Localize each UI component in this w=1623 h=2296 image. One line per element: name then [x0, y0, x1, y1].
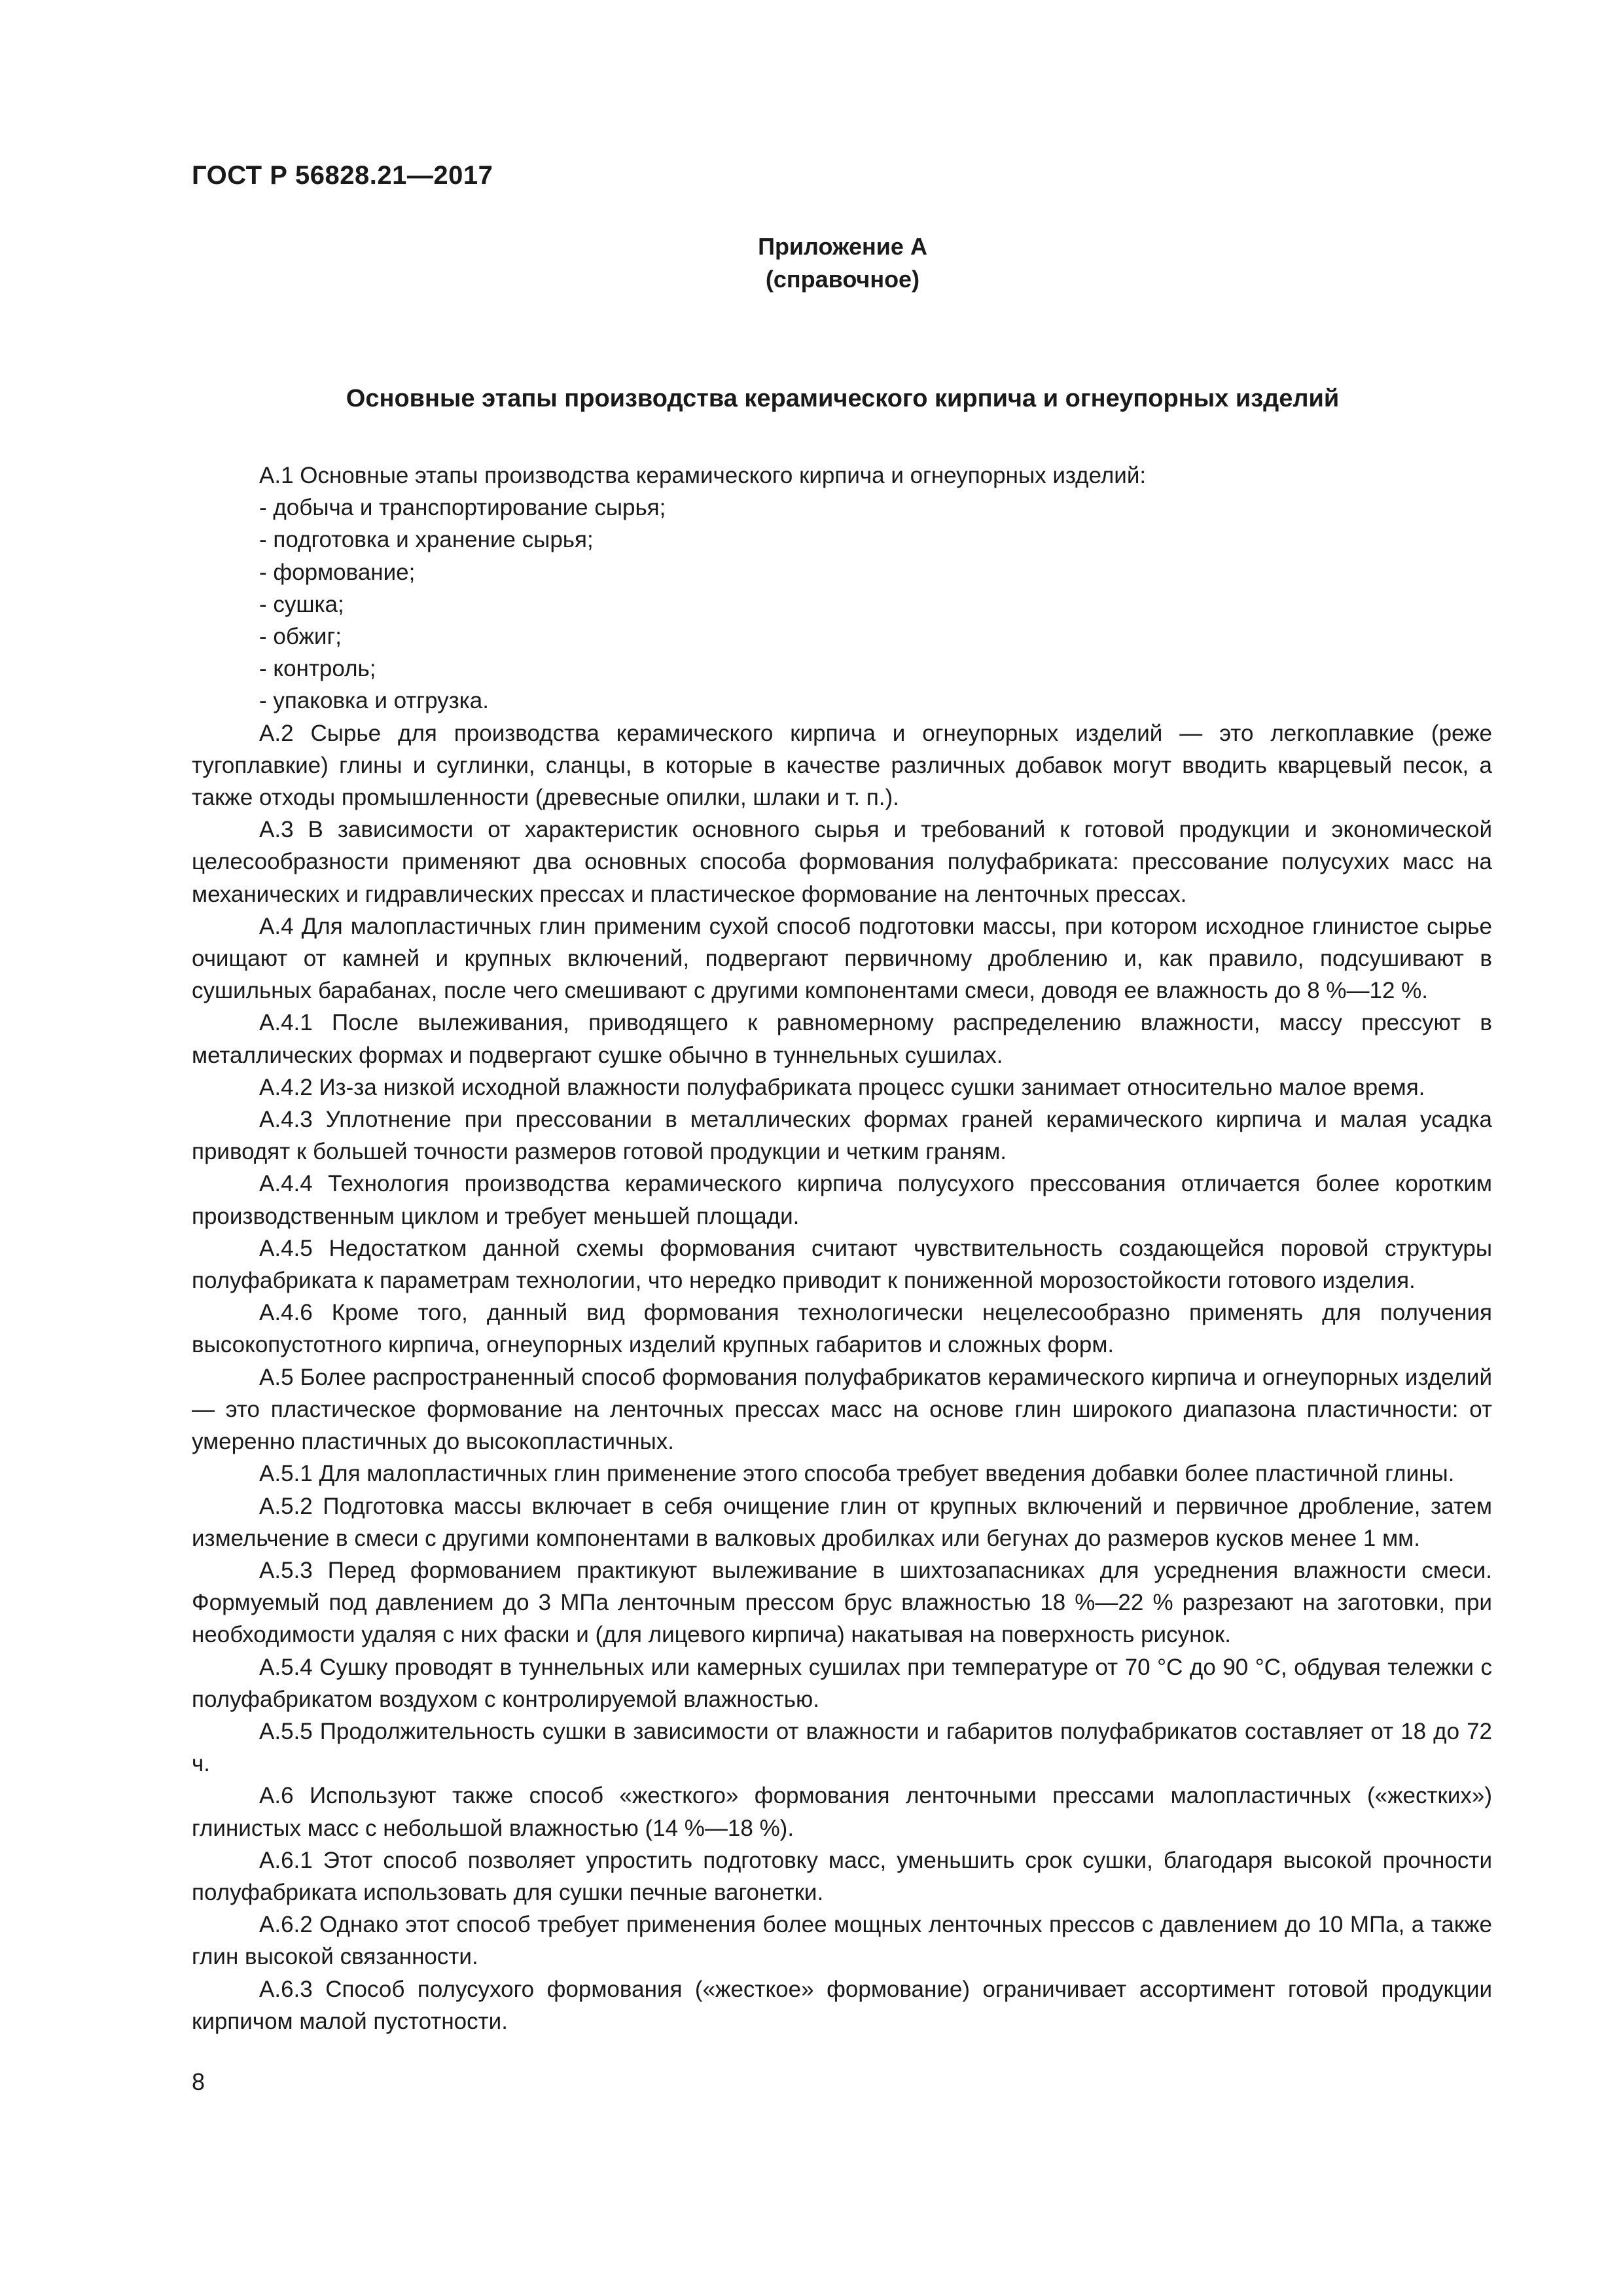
list-item: - формование; — [259, 559, 416, 585]
list-item: - сушка; — [259, 591, 344, 617]
paragraph-a5: А.5 Более распространенный способ формования полуфабрикатов керамического кирпича и огнеупорных изделий — это пластическое формование на ленточных прессах масс на основе глин широкого диапазона пластичности: от умеренно пластичных до высокопластичных. — [192, 1364, 1492, 1455]
paragraph-a1: А.1 Основные этапы производства керамического кирпича и огнеупорных изделий: — [259, 463, 1147, 488]
paragraph-a4-4: А.4.4 Технология производства керамического кирпича полусухого прессования отличается более коротким производственным циклом и требует меньшей площади. — [192, 1171, 1492, 1229]
paragraph-a4: А.4 Для малопластичных глин применим сухой способ подготовки массы, при котором исходное глинистое сырье очищают от камней и крупных включений, подвергают первичному дроблению и, как правило, подсушивают в сушильных барабанах, после чего смешивают с другими компонентами смеси, доводя ее влажность до 8 %—12 %. — [192, 913, 1492, 1004]
document-code-header: ГОСТ Р 56828.21—2017 — [192, 161, 493, 190]
annex-type: (справочное) — [765, 266, 920, 293]
paragraph-a6-1: А.6.1 Этот способ позволяет упростить подготовку масс, уменьшить срок сушки, благодаря высокой прочности полуфабриката использовать для сушки печные вагонетки. — [192, 1847, 1492, 1905]
paragraph-a5-1: А.5.1 Для малопластичных глин применение этого способа требует введения добавки более пластичной глины. — [259, 1461, 1455, 1487]
list-item: - добыча и транспортирование сырья; — [259, 495, 666, 521]
list-item: - контроль; — [259, 656, 376, 682]
paragraph-a4-3: А.4.3 Уплотнение при прессовании в металлических формах граней керамического кирпича и малая усадка приводят к большей точности размеров готовой продукции и четким граням. — [192, 1107, 1492, 1165]
production-steps-list — [192, 492, 1492, 717]
section-title: Основные этапы производства керамического кирпича и огнеупорных изделий — [346, 385, 1340, 412]
paragraph-a6-2: А.6.2 Однако этот способ требует применения более мощных ленточных прессов с давлением до 10 МПа, а также глин высокой связанности. — [192, 1912, 1492, 1970]
list-item: - обжиг; — [259, 624, 342, 650]
paragraph-a5-5: А.5.5 Продолжительность сушки в зависимости от влажности и габаритов полуфабрикатов составляет от 18 до 72 ч. — [192, 1718, 1492, 1777]
list-item: - подготовка и хранение сырья; — [259, 527, 594, 553]
paragraph-a4-6: А.4.6 Кроме того, данный вид формования технологически нецелесообразно применять для получения высокопустотного кирпича, огнеупорных изделий крупных габаритов и сложных форм. — [192, 1300, 1492, 1358]
paragraph-a6: А.6 Используют также способ «жесткого» формования ленточными прессами малопластичных («жестких») глинистых масс с небольшой влажностью (14 %—18 %). — [192, 1783, 1492, 1841]
paragraph-a3: А.3 В зависимости от характеристик основного сырья и требований к готовой продукции и экономической целесообразности применяют два основных способа формования полуфабриката: прессование полусухих масс на механических и гидравлических прессах и пластическое формование на ленточных прессах. — [192, 817, 1492, 907]
paragraph-a4-1: А.4.1 После вылеживания, приводящего к равномерному распределению влажности, массу прессуют в металлических формах и подвергают сушке обычно в туннельных сушилах. — [192, 1010, 1492, 1068]
body-text — [192, 459, 1492, 2037]
annex-heading — [0, 230, 1623, 296]
paragraph-a5-3: А.5.3 Перед формованием практикуют вылеживание в шихтозапасниках для усреднения влажности смеси. Формуемый под давлением до 3 МПа ленточным прессом брус влажностью 18 %—22 % разрезают на заготовки, при необходимости удаляя с них фаски и (для лицевого кирпича) накатывая на поверхность рисунок. — [192, 1557, 1492, 1648]
paragraph-a4-5: А.4.5 Недостатком данной схемы формования считают чувствительность создающейся поровой структуры полуфабриката к параметрам технологии, что нередко приводит к пониженной морозостойкости готового изделия. — [192, 1235, 1492, 1294]
paragraph-a6-3: А.6.3 Способ полусухого формования («жесткое» формование) ограничивает ассортимент готовой продукции кирпичом малой пустотности. — [192, 1976, 1492, 2034]
paragraph-a5-2: А.5.2 Подготовка массы включает в себя очищение глин от крупных включений и первичное дробление, затем измельчение в смеси с другими компонентами в валковых дробилках или бегунах до размеров кусков менее 1 мм. — [192, 1493, 1492, 1551]
paragraph-a5-4: А.5.4 Сушку проводят в туннельных или камерных сушилах при температуре от 70 °С до 90 °С, обдувая тележки с полуфабрикатом воздухом с контролируемой влажностью. — [192, 1654, 1492, 1712]
annex-title: Приложение А — [758, 233, 927, 260]
page-number: 8 — [192, 2068, 205, 2095]
paragraph-a4-2: А.4.2 Из-за низкой исходной влажности полуфабриката процесс сушки занимает относительно малое время. — [259, 1074, 1425, 1100]
paragraph-a2: А.2 Сырье для производства керамического кирпича и огнеупорных изделий — это легкоплавкие (реже тугоплавкие) глины и суглинки, сланцы, в которые в качестве различных добавок могут вводить кварцевый песок, а также отходы промышленности (древесные опилки, шлаки и т. п.). — [192, 720, 1492, 811]
list-item: - упаковка и отгрузка. — [259, 688, 489, 714]
